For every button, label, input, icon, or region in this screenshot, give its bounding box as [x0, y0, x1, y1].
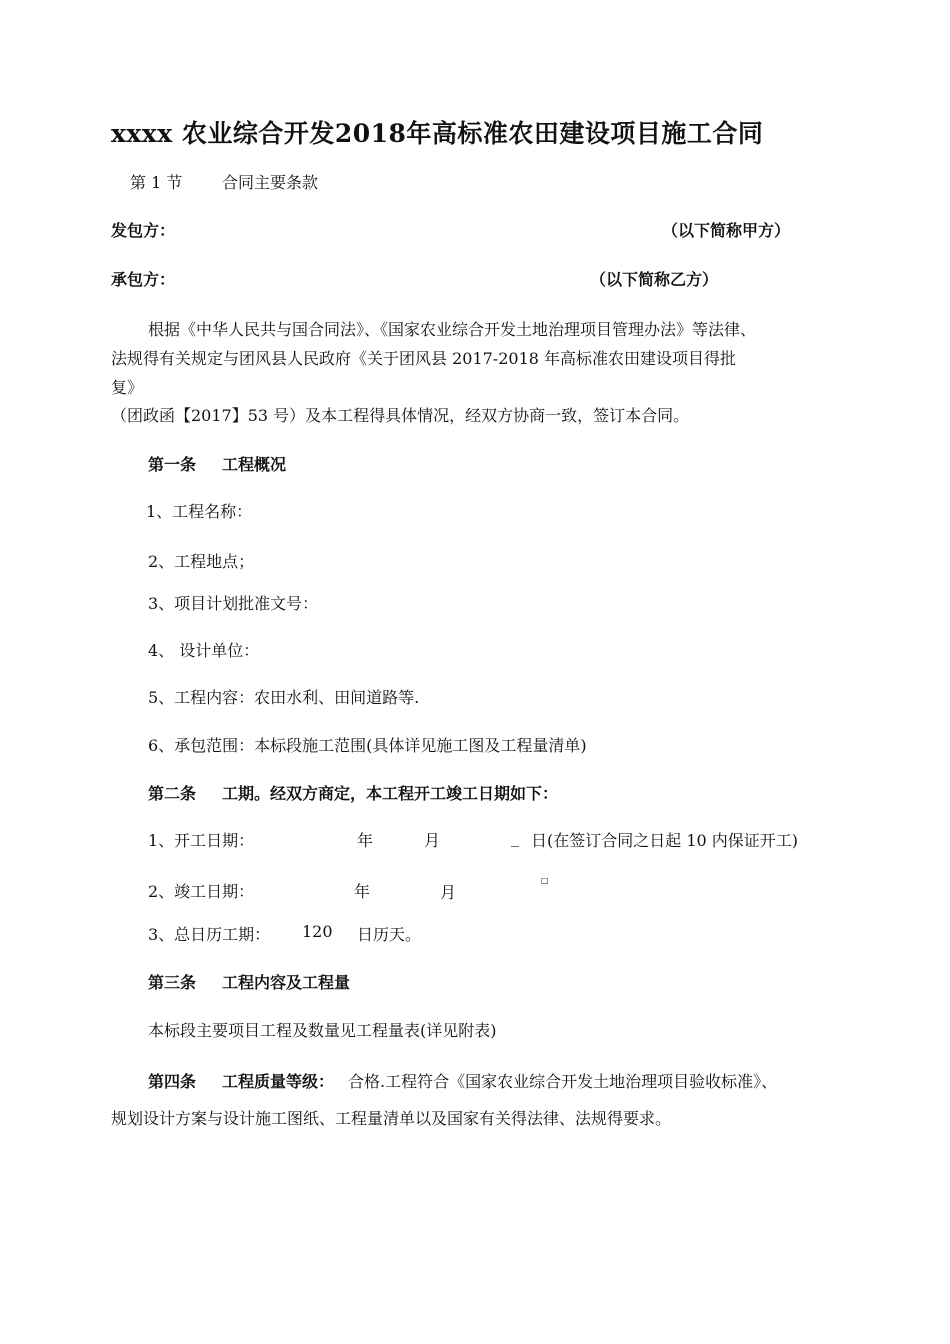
party-b-label: 承包方： [111, 270, 176, 289]
start-date-day-note: 日(在签订合同之日起 10 内保证开工) [531, 831, 799, 850]
finish-date-label: 2、竣工日期： [148, 882, 255, 901]
article-3-title: 工程内容及工程量 [222, 973, 351, 992]
article-4-body-1: 合格.工程符合《国家农业综合开发土地治理项目验收标准》、 [348, 1072, 778, 1091]
article-1-item: 2、工程地点； [148, 552, 255, 571]
total-duration-days: 120 [302, 922, 333, 941]
total-duration-unit: 日历天。 [357, 925, 422, 944]
total-duration-label: 3、总日历工期： [148, 925, 271, 944]
article-1-item: 1、工程名称： [146, 502, 253, 521]
article-4-body-2: 规划设计方案与设计施工图纸、工程量清单以及国家有关得法律、法规得要求。 [111, 1109, 672, 1128]
article-1-item: 3、项目计划批准文号： [148, 594, 319, 613]
intro-line-4: （团政函【2017】53 号）及本工程得具体情况，经双方协商一致，签订本合同。 [111, 406, 690, 425]
party-a-label: 发包方： [111, 221, 176, 240]
party-a-alias: （以下简称甲方） [662, 221, 791, 240]
intro-line-3: 复》 [111, 378, 144, 397]
party-b-alias: （以下简称乙方） [590, 270, 719, 289]
start-date-blank: _ [511, 828, 519, 847]
article-3-heading: 第三条 [148, 973, 197, 992]
finish-date-month: 月 [440, 883, 457, 902]
section-name: 合同主要条款 [222, 173, 319, 192]
finish-date-mark: □ [541, 876, 549, 885]
start-date-month: 月 [424, 831, 441, 850]
article-1-item: 5、工程内容：农田水利、田间道路等. [148, 688, 420, 707]
article-1-item: 6、承包范围：本标段施工范围(具体详见施工图及工程量清单) [148, 736, 587, 755]
document-title: xxxx 农业综合开发2018年高标准农田建设项目施工合同 [111, 119, 764, 148]
article-4-title: 工程质量等级： [222, 1072, 335, 1091]
intro-line-2: 法规得有关规定与团风县人民政府《关于团风县 2017-2018 年高标准农田建设项目得批 [111, 349, 737, 368]
start-date-year: 年 [357, 831, 374, 850]
start-date-label: 1、开工日期： [148, 831, 255, 850]
article-1-item: 4、 设计单位： [148, 641, 260, 660]
article-1-title: 工程概况 [222, 455, 287, 474]
article-1-heading: 第一条 [148, 455, 197, 474]
finish-date-year: 年 [354, 882, 371, 901]
intro-line-1: 根据《中华人民共与国合同法》、《国家农业综合开发土地治理项目管理办法》等法律、 [148, 320, 757, 339]
article-4-heading: 第四条 [148, 1072, 197, 1091]
section-number: 第 1 节 [130, 173, 183, 192]
article-3-body: 本标段主要项目工程及数量见工程量表(详见附表) [148, 1021, 497, 1040]
article-2-title: 工期。经双方商定，本工程开工竣工日期如下： [222, 784, 559, 803]
article-2-heading: 第二条 [148, 784, 197, 803]
